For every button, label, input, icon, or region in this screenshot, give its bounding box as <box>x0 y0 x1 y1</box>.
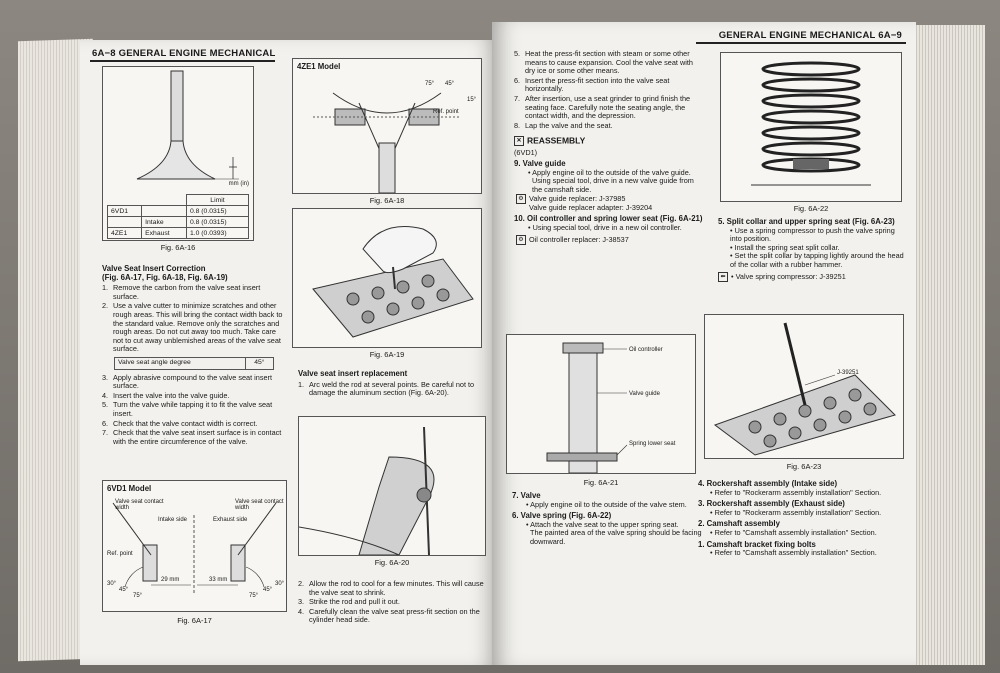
assembly-title: 3. Rockershaft assembly (Exhaust side) <box>698 499 845 509</box>
step-number: 2. <box>298 579 305 588</box>
arc-weld-rod-illustration <box>299 417 485 555</box>
fig20-caption: Fig. 6A-20 <box>374 558 410 567</box>
list-item <box>102 401 287 418</box>
step-number: 7. <box>514 93 521 103</box>
fig17-angle: 45° <box>119 587 129 593</box>
fig-6a-16 <box>102 66 254 241</box>
step-text: Remove the carbon from the valve seat insert surface. <box>113 283 261 301</box>
cylinder-head-hand-illustration <box>293 209 481 347</box>
table-cell: Valve seat angle degree <box>115 357 246 369</box>
table-cell <box>108 217 142 228</box>
step-number: 5. <box>102 400 109 410</box>
assembly-text: • Refer to "Rockerarm assembly installation" Section. <box>710 487 882 497</box>
step-number: 1. <box>102 283 109 293</box>
valve-seat-angle-table <box>114 357 274 370</box>
replacement-steps <box>298 381 486 398</box>
split-collar-title: 5. Split collar and upper spring seat (Fig. 6A-23) <box>718 217 895 226</box>
list-item <box>102 374 287 391</box>
step-text: Apply abrasive compound to the valve seat insert surface. <box>113 372 272 391</box>
spring-compressor-illustration <box>705 315 903 458</box>
step-number: 3. <box>298 597 305 607</box>
step-text: Strike the rod and pull it out. <box>309 597 400 607</box>
tool-text: Oil controller replacer: J-38537 <box>529 235 629 245</box>
fig-6a-17 <box>102 480 287 612</box>
step-text: Use a valve cutter to minimize scratches and other rough areas. This will bring the contact width back to the standard value. Remove only the scratches and rough areas. Do not cut away too much. Take care not to cut away unblemished areas of the valve seat surface. <box>113 301 283 354</box>
fig18-angle-15: 15° <box>467 97 477 103</box>
table-cell: 45° <box>245 357 273 369</box>
list-item <box>298 381 486 398</box>
assembly-title: 2. Camshaft assembly <box>698 519 780 529</box>
step-text: Insert the valve into the valve guide. <box>113 390 230 400</box>
list-item <box>102 284 287 301</box>
fig18-model-title: 4ZE1 Model <box>297 62 341 71</box>
fig17-intake-side: Intake side <box>158 517 188 523</box>
assembly-text: • Refer to "Rockerarm assembly installation" Section. <box>710 507 882 517</box>
left-page <box>80 40 498 665</box>
wrench-icon: ✕ <box>514 136 524 146</box>
step-text: Arc weld the rod at several points. Be careful not to damage the aluminum section (Fig. 6A-20). <box>309 379 475 398</box>
fig-6a-18 <box>292 58 482 194</box>
fig17-dim-left: 29 mm <box>161 577 180 583</box>
valve-guide-bullet: • Apply engine oil to the outside of the valve guide. <box>528 167 691 177</box>
tool-line: Valve guide replacer adapter: J-39204 <box>529 203 653 213</box>
fig16-unit: mm (in) <box>228 181 249 187</box>
fig17-intake-width: Valve seat contact width <box>115 499 164 511</box>
step-number: 4. <box>102 390 109 400</box>
fig21-label: Spring lower seat <box>629 441 676 447</box>
fig21-label: Valve guide <box>629 391 660 397</box>
fig16-caption: Fig. 6A-16 <box>160 243 196 252</box>
fig-6a-22 <box>720 52 902 202</box>
split-collar-bullet: • Install the spring seat split collar. <box>730 242 840 252</box>
fig-6a-23 <box>704 314 904 459</box>
step-text: Allow the rod to cool for a few minutes. This will cause the valve seat to shrink. <box>309 579 484 597</box>
fig19-caption: Fig. 6A-19 <box>369 350 405 359</box>
list-item <box>102 392 287 401</box>
step-text: After insertion, use a seat grinder to grind finish the seating face. Carefully note the seating angle, the contact width, and the depression. <box>525 93 691 121</box>
split-collar-section <box>718 218 908 282</box>
valve-seat-4ze1-illustration <box>293 73 481 193</box>
replacement-steps-list <box>298 580 488 625</box>
replacement-section <box>298 370 486 399</box>
replacement-steps-right <box>514 50 704 245</box>
fig18-ref-point: Ref. point <box>433 109 459 115</box>
tool-icon: ⚙ <box>516 194 526 204</box>
limit-header: Limit <box>186 195 248 206</box>
fig-6a-21 <box>506 334 696 474</box>
valve-spring-title: 6. Valve spring (Fig. 6A-22) <box>512 511 612 521</box>
oil-controller-illustration <box>507 335 695 473</box>
step-text: Lap the valve and the seat. <box>525 120 613 130</box>
section-title: Valve Seat Insert Correction <box>102 264 206 273</box>
fig21-caption: Fig. 6A-21 <box>583 478 619 487</box>
valve-bullet: • Apply engine oil to the outside of the valve stem. <box>526 499 687 509</box>
correction-steps <box>102 284 287 354</box>
fig17-ref-point: Ref. point <box>107 551 133 557</box>
fig21-label: Oil controller <box>629 347 663 353</box>
steps-list <box>514 50 704 130</box>
step-number: 8. <box>514 120 521 130</box>
tool-line <box>514 235 704 245</box>
table-cell: 0.8 (0.0315) <box>186 206 248 217</box>
tool-text: • Valve spring compressor: J-39251 <box>731 271 846 281</box>
right-page-header: GENERAL ENGINE MECHANICAL 6A−9 <box>718 30 902 41</box>
list-item <box>514 95 704 121</box>
list-item <box>514 77 704 94</box>
step-text: Check that the valve contact width is correct. <box>113 418 258 428</box>
assembly-text: • Refer to "Camshaft assembly installation" Section. <box>710 527 877 537</box>
table-cell: 4ZE1 <box>108 228 142 239</box>
split-collar-bullet: • Use a spring compressor to push the valve spring into position. <box>730 225 895 244</box>
valve-head-illustration <box>103 67 253 187</box>
valve-spring-illustration <box>721 53 901 201</box>
table-cell <box>142 206 187 217</box>
assembly-title: 1. Camshaft bracket fixing bolts <box>698 539 816 549</box>
valve-and-spring-section <box>512 492 702 547</box>
fig22-caption: Fig. 6A-22 <box>793 204 829 213</box>
assembly-text: • Refer to "Camshaft assembly installation" Section. <box>710 548 877 558</box>
fig17-caption: Fig. 6A-17 <box>177 616 212 625</box>
assemblies-section <box>698 480 908 558</box>
reassembly-heading <box>514 136 704 146</box>
fig17-model-title: 6VD1 Model <box>107 484 152 493</box>
replacement-steps-continued <box>298 580 488 626</box>
fig17-dim-right: 33 mm <box>209 577 228 583</box>
table-cell: 6VD1 <box>108 206 142 217</box>
list-item <box>298 598 488 607</box>
tool-line <box>718 272 908 282</box>
correction-steps-continued <box>102 374 287 447</box>
fig17-angle: 30° <box>107 581 117 587</box>
table-cell: Intake <box>142 217 187 228</box>
step-number: 5. <box>514 49 521 58</box>
fig-6a-20 <box>298 416 486 556</box>
header-rule <box>90 60 275 62</box>
list-item <box>514 50 704 76</box>
list-item <box>102 429 287 446</box>
valve-guide-bullet: Using special tool, drive in a new valve guide from the camshaft side. <box>532 176 694 194</box>
step-number: 4. <box>298 606 305 616</box>
replacement-title: Valve seat insert replacement <box>298 369 408 378</box>
step-number: 7. <box>102 428 109 438</box>
header-rule <box>696 42 906 44</box>
fig17-angle: 75° <box>133 593 143 599</box>
tool-icon: ⬅ <box>718 272 728 282</box>
split-collar-bullet: • Set the split collar by tapping lightly around the head of the collar with a rubber hammer. <box>730 251 904 269</box>
left-page-header: 6A−8 GENERAL ENGINE MECHANICAL <box>92 48 276 59</box>
list-item <box>298 608 488 625</box>
step-text: Insert the press-fit section into the valve seat horizontally. <box>525 75 670 94</box>
table-cell: 0.8 (0.0315) <box>186 217 248 228</box>
tool-icon: ⚙ <box>516 235 526 245</box>
reassembly-model: (6VD1) <box>514 148 538 158</box>
valve-seat-correction-section <box>102 265 287 447</box>
section-refs: (Fig. 6A-17, Fig. 6A-18, Fig. 6A-19) <box>102 272 228 282</box>
reassembly-title: REASSEMBLY <box>527 135 586 146</box>
fig18-angle-75: 75° <box>425 81 435 87</box>
step-number: 3. <box>102 372 109 382</box>
fig23-tool-label: J-39251 <box>837 370 859 376</box>
fig23-caption: Fig. 6A-23 <box>786 462 822 471</box>
step-text: Check that the valve seat insert surface is in contact with the entire circumference of the valve. <box>113 428 282 446</box>
step-number: 6. <box>514 75 521 85</box>
step-text: Carefully clean the valve seat press-fit section on the cylinder head side. <box>309 606 480 625</box>
assembly-title: 4. Rockershaft assembly (Intake side) <box>698 479 838 488</box>
list-item <box>514 122 704 131</box>
fig18-caption: Fig. 6A-18 <box>369 196 405 205</box>
valve-spring-bullet: • Attach the valve seat to the upper spring seat. <box>526 519 679 529</box>
table-cell: 1.0 (0.0393) <box>186 228 248 239</box>
valve-guide-title: 9. Valve guide <box>514 158 566 168</box>
valve-spring-bullet: The painted area of the valve spring should be facing downward. <box>530 528 702 546</box>
fig17-exhaust-side: Exhaust side <box>213 517 248 523</box>
list-item <box>298 580 488 597</box>
fig17-exhaust-width: Valve seat contact width <box>235 499 284 511</box>
list-item <box>102 420 287 429</box>
fig17-angle: 30° <box>275 581 285 587</box>
fig18-angle-45: 45° <box>445 81 455 87</box>
book-edge-right <box>905 25 985 665</box>
step-number: 2. <box>102 301 109 311</box>
fig17-angle: 45° <box>263 587 273 593</box>
right-page <box>492 22 916 665</box>
fig-6a-19 <box>292 208 482 348</box>
limit-table <box>107 194 249 239</box>
step-number: 6. <box>102 418 109 428</box>
oil-controller-bullet: • Using special tool, drive in a new oil controller. <box>528 222 682 232</box>
step-text: Turn the valve while tapping it to fit the valve seat insert. <box>113 400 273 418</box>
fig17-angle: 75° <box>249 593 259 599</box>
valve-title: 7. Valve <box>512 491 541 500</box>
table-cell: Exhaust <box>142 228 187 239</box>
step-text: Heat the press-fit section with steam or some other means to cause expansion. Cool the valve seat with dry ice or some other means. <box>525 49 693 76</box>
list-item <box>102 302 287 354</box>
oil-controller-title: 10. Oil controller and spring lower seat (Fig. 6A-21) <box>514 213 703 223</box>
step-number: 1. <box>298 379 305 389</box>
tool-text: Valve guide replacer: J-37985 <box>529 194 626 204</box>
